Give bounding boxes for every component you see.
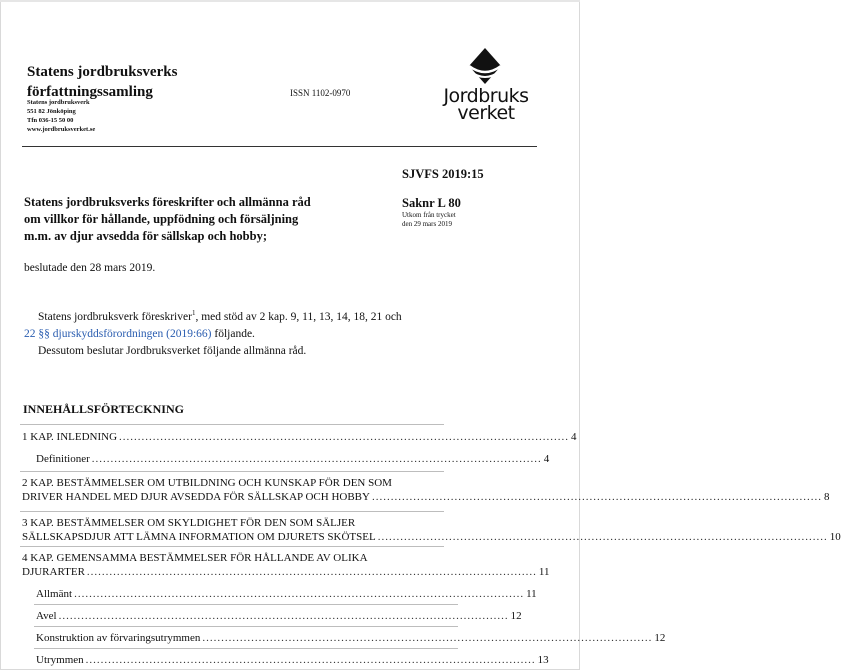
toc-entry-label: Definitioner <box>36 453 90 465</box>
intro-paragraph <box>24 305 444 360</box>
toc-leader-dots: ........................................................................................................................ <box>119 431 570 443</box>
publication-date-note <box>402 211 456 229</box>
heading-line-1: Statens jordbruksverks föreskrifter och allmänna råd <box>24 195 311 209</box>
toc-leader-dots: ........................................................................................................................ <box>377 531 828 543</box>
toc-entry-label: Konstruktion av förvaringsutrymmen <box>36 632 201 644</box>
toc-entry-label-2: SÄLLSKAPSDJUR ATT LÄMNA INFORMATION OM DJURETS SKÖTSEL <box>22 531 376 543</box>
toc-entry[interactable] <box>36 586 537 606</box>
toc-line <box>36 610 522 623</box>
intro-line-2 <box>24 326 444 343</box>
header-divider <box>22 146 537 147</box>
toc-leader-dots: ........................................................................................................................ <box>86 566 537 578</box>
toc-entry-label: 4 KAP. GEMENSAMMA BESTÄMMELSER FÖR HÅLLANDE AV OLIKA <box>22 552 368 564</box>
utkom-date: den 29 mars 2019 <box>402 220 452 228</box>
toc-entry-label-2: DJURARTER <box>22 566 85 578</box>
toc-entry-page: 12 <box>510 610 522 622</box>
toc-entry[interactable] <box>36 450 550 470</box>
toc-separator <box>20 511 444 512</box>
toc-entry-page: 10 <box>829 531 841 543</box>
document-heading <box>24 194 354 245</box>
toc-entry-label: Avel <box>36 610 57 622</box>
publication-title-line-2: författningssamling <box>27 84 153 100</box>
toc-separator <box>34 648 458 649</box>
toc-leader-dots: ........................................................................................................................ <box>91 453 542 465</box>
toc-entry-label: 1 KAP. INLEDNING <box>22 431 118 443</box>
toc-entry[interactable] <box>36 608 522 628</box>
toc-line <box>22 517 442 530</box>
toc-separator <box>20 546 444 547</box>
utkom-label: Utkom från trycket <box>402 211 456 219</box>
toc-leader-dots: ........................................................................................................................ <box>58 610 509 622</box>
publisher-address <box>27 98 95 134</box>
logo-wordmark-line-1: Jordbruks <box>443 85 529 107</box>
intro-line-3: Dessutom beslutar Jordbruksverket följande allmänna råd. <box>38 344 307 357</box>
address-line-1: Statens jordbruksverk <box>27 99 90 106</box>
toc-entry-label: 2 KAP. BESTÄMMELSER OM UTBILDNING OCH KUNSKAP FÖR DEN SOM <box>22 477 392 489</box>
logo-wordmark <box>436 85 536 124</box>
address-phone: Tfn 036-15 50 00 <box>27 117 74 124</box>
sjvfs-number: SJVFS 2019:15 <box>402 167 484 181</box>
toc-entry[interactable] <box>22 550 550 586</box>
logo-mark-icon <box>433 46 537 90</box>
publication-title-line-1: Statens jordbruksverks <box>27 64 178 80</box>
heading-line-3: m.m. av djur avsedda för sällskap och hobby; <box>24 229 267 243</box>
toc-title: INNEHÅLLSFÖRTECKNING <box>23 402 184 416</box>
toc-line <box>36 654 549 667</box>
toc-leader-dots: ........................................................................................................................ <box>74 588 525 600</box>
publication-title <box>27 62 177 102</box>
toc-entry-label-2: DRIVER HANDEL MED DJUR AVSEDDA FÖR SÄLLSKAP OCH HOBBY <box>22 491 370 503</box>
toc-line <box>22 566 550 579</box>
address-website: www.jordbruksverket.se <box>27 126 96 133</box>
toc-entry-page: 4 <box>543 453 550 465</box>
intro-text-1: Statens jordbruksverk föreskriver <box>38 310 192 323</box>
address-line-2: 551 82 Jönköping <box>27 108 76 115</box>
footnote-marker[interactable]: 1 <box>191 309 196 317</box>
intro-line-1 <box>24 305 444 326</box>
toc-line <box>36 632 666 645</box>
intro-text-2: , med stöd av 2 kap. 9, 11, 13, 14, 18, 21 och <box>195 310 402 323</box>
toc-entry-page: 11 <box>538 566 550 578</box>
saknr-number: Saknr L 80 <box>402 196 461 210</box>
toc-entry-label: Allmänt <box>36 588 73 600</box>
toc-separator <box>20 424 444 425</box>
issn-number: ISSN 1102-0970 <box>290 88 351 98</box>
toc-entry[interactable] <box>36 630 666 650</box>
toc-entry-page: 11 <box>526 588 537 600</box>
toc-entry[interactable] <box>22 475 830 511</box>
toc-line <box>22 477 442 490</box>
toc-entry-page: 4 <box>571 431 577 443</box>
toc-separator <box>20 471 444 472</box>
toc-entry-label: Utrymmen <box>36 654 84 666</box>
heading-line-2: om villkor för hållande, uppfödning och försäljning <box>24 212 299 226</box>
toc-line <box>22 491 830 504</box>
toc-line <box>36 453 550 466</box>
toc-separator <box>34 626 458 627</box>
toc-line <box>22 552 442 565</box>
toc-entry[interactable] <box>22 428 577 448</box>
toc-line <box>22 431 577 444</box>
djurskyddsforordningen-link[interactable]: 22 §§ djurskyddsförordningen (2019:66) <box>24 327 212 340</box>
toc-entry[interactable] <box>36 652 549 672</box>
toc-entry-page: 13 <box>537 654 549 666</box>
toc-separator <box>34 604 458 605</box>
toc-entry-label: 3 KAP. BESTÄMMELSER OM SKYLDIGHET FÖR DEN SOM SÄLJER <box>22 517 356 529</box>
toc-line <box>22 531 841 544</box>
toc-entry-page: 8 <box>823 491 830 503</box>
toc-leader-dots: ........................................................................................................................ <box>371 491 822 503</box>
logo-wordmark-line-2: verket <box>457 102 515 124</box>
page-top-border <box>0 0 580 2</box>
toc-leader-dots: ........................................................................................................................ <box>202 632 653 644</box>
toc-entry-page: 12 <box>654 632 666 644</box>
toc-line <box>36 588 537 601</box>
intro-text-3: följande. <box>211 327 255 340</box>
decision-date: beslutade den 28 mars 2019. <box>24 262 156 274</box>
toc-leader-dots: ........................................................................................................................ <box>85 654 536 666</box>
